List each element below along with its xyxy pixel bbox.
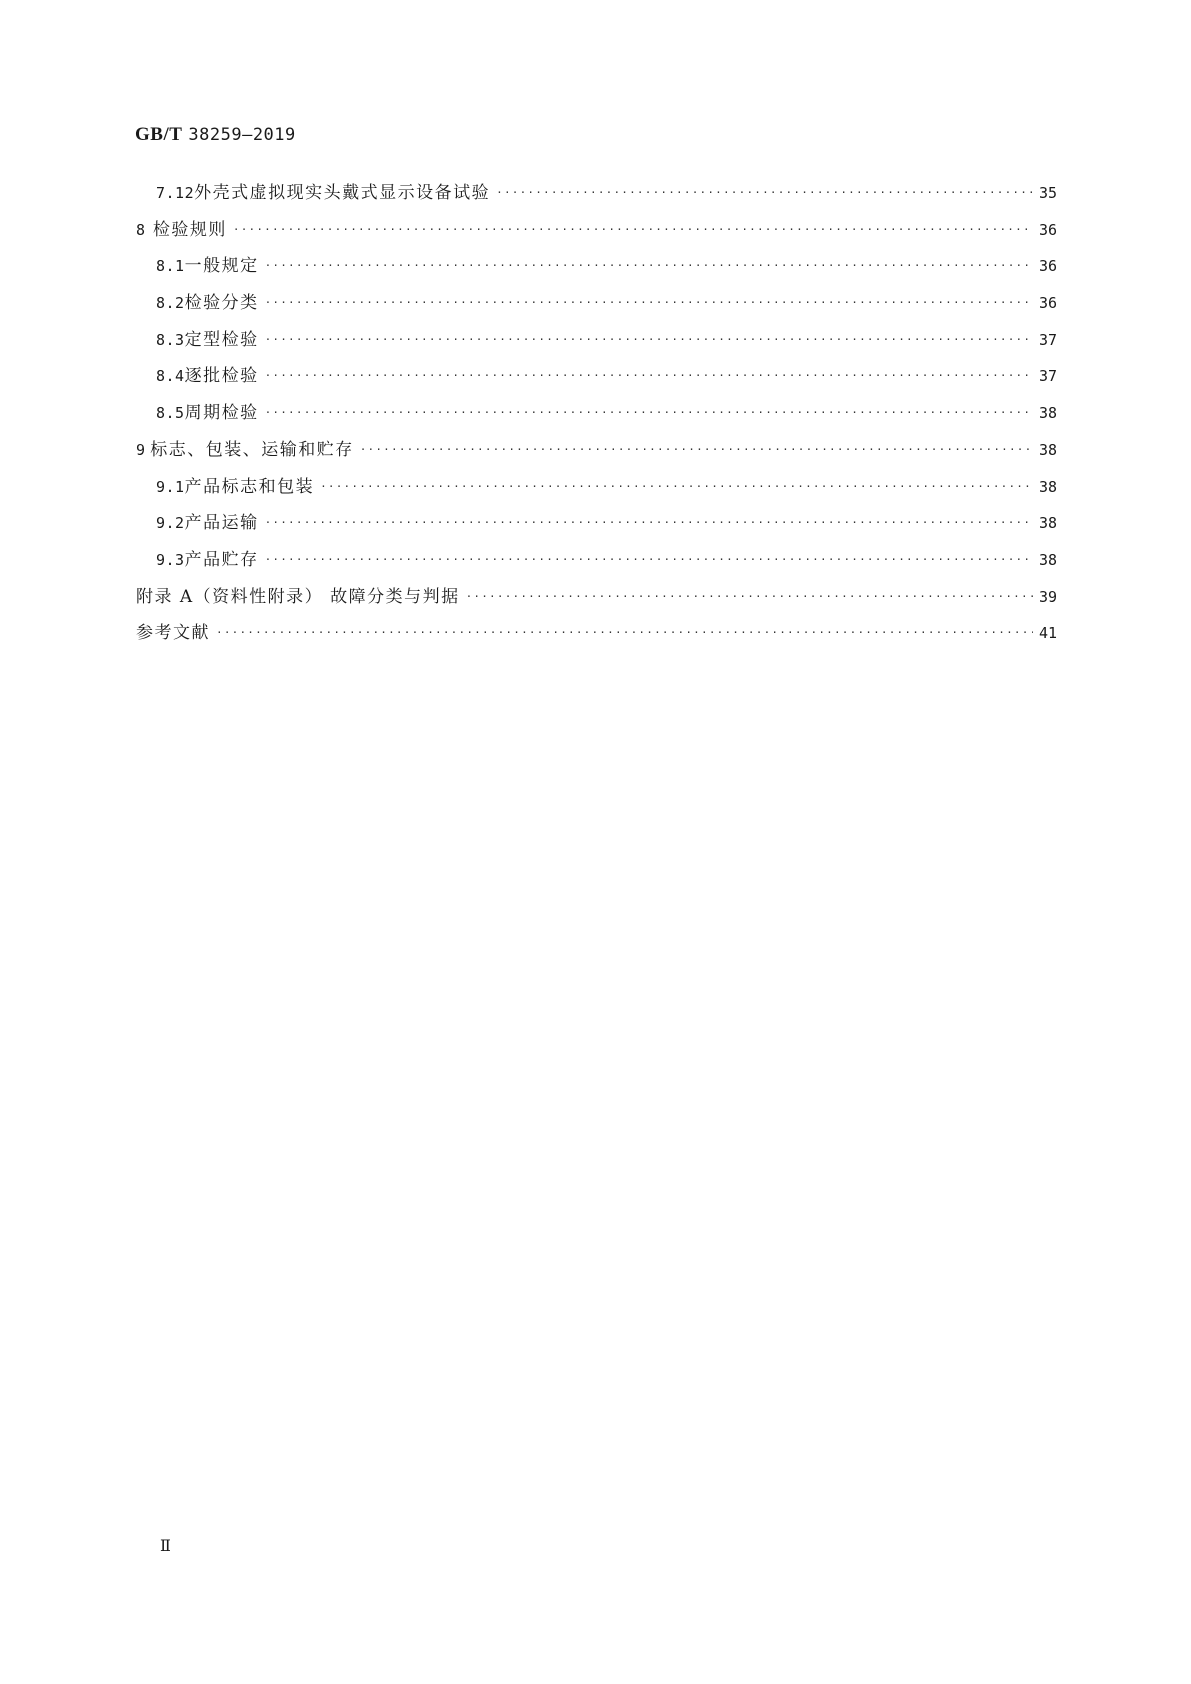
toc-entry-7-12[interactable] [136, 175, 1057, 212]
toc-entry-8-3[interactable] [136, 322, 1057, 359]
toc-entry-page: 36 [1038, 220, 1057, 239]
toc-entry-number: 7.12 [156, 184, 195, 202]
toc-leader-dots [265, 505, 1033, 542]
toc-entry-9[interactable] [136, 432, 1057, 469]
toc-entry-number: 9 [136, 440, 146, 459]
toc-entry-number: 9.2 [156, 514, 185, 533]
toc-entry-page: 35 [1038, 184, 1057, 202]
toc-entry-page: 38 [1038, 514, 1057, 533]
toc-leader-dots [216, 615, 1033, 652]
toc-entry-title: 附录 A（资料性附录） 故障分类与判据 [136, 586, 460, 607]
toc-entry-title: 产品运输 [184, 513, 259, 534]
toc-entry-page: 37 [1038, 330, 1057, 349]
toc-entry-appendix-a[interactable] [136, 579, 1057, 616]
toc-leader-dots [233, 212, 1033, 249]
toc-entry-9-1[interactable] [136, 469, 1057, 506]
toc-leader-dots [360, 432, 1033, 469]
toc-entry-title: 周期检验 [184, 403, 259, 424]
toc-entry-number: 9.1 [156, 477, 185, 496]
toc-entry-title: 定型检验 [184, 329, 259, 350]
toc-entry-title: 逐批检验 [184, 366, 259, 387]
toc-entry-title: 标志、包装、运输和贮存 [150, 439, 354, 460]
toc-entry-8-2[interactable] [136, 285, 1057, 322]
toc-entry-title: 一般规定 [184, 256, 259, 277]
toc-entry-9-3[interactable] [136, 542, 1057, 579]
toc-leader-dots [265, 395, 1033, 432]
page-number: Ⅱ [160, 1538, 171, 1555]
toc-entry-number: 8.2 [156, 294, 185, 313]
toc-leader-dots [265, 285, 1033, 322]
toc-entry-number: 9.3 [156, 550, 185, 569]
standard-prefix: GB/T [135, 124, 183, 145]
toc-entry-9-2[interactable] [136, 505, 1057, 542]
toc-entry-title: 产品标志和包装 [184, 476, 315, 497]
toc-leader-dots [265, 322, 1033, 359]
toc-entry-page: 36 [1038, 294, 1057, 313]
toc-entry-8-4[interactable] [136, 358, 1057, 395]
toc-entry-title: 检验分类 [184, 293, 259, 314]
toc-entry-page: 41 [1038, 624, 1057, 643]
toc-entry-number: 8.1 [156, 257, 185, 276]
toc-entry-8[interactable] [136, 212, 1057, 249]
table-of-contents [136, 175, 1057, 652]
standard-code [135, 124, 296, 146]
toc-entry-bibliography[interactable] [136, 615, 1057, 652]
toc-entry-page: 38 [1038, 550, 1057, 569]
toc-leader-dots [265, 248, 1033, 285]
toc-leader-dots [466, 579, 1033, 616]
toc-leader-dots [265, 358, 1033, 395]
toc-leader-dots [320, 469, 1033, 506]
toc-entry-page: 38 [1038, 477, 1057, 496]
toc-entry-title: 外壳式虚拟现实头戴式显示设备试验 [194, 183, 491, 203]
toc-entry-title: 参考文献 [136, 623, 210, 644]
toc-entry-page: 38 [1038, 440, 1057, 459]
toc-leader-dots [265, 542, 1033, 579]
toc-entry-page: 39 [1038, 587, 1057, 606]
toc-entry-page: 36 [1038, 257, 1057, 276]
toc-entry-8-1[interactable] [136, 248, 1057, 285]
toc-leader-dots [496, 175, 1033, 212]
toc-entry-number: 8.4 [156, 367, 185, 386]
toc-entry-8-5[interactable] [136, 395, 1057, 432]
toc-entry-page: 38 [1038, 404, 1057, 423]
toc-entry-page: 37 [1038, 367, 1057, 386]
toc-entry-number: 8 [136, 220, 146, 239]
toc-entry-title: 产品贮存 [184, 549, 259, 570]
toc-entry-number: 8.5 [156, 404, 185, 423]
toc-entry-number: 8.3 [156, 330, 185, 349]
standard-number: 38259—2019 [188, 125, 296, 145]
toc-entry-title: 检验规则 [152, 219, 227, 240]
